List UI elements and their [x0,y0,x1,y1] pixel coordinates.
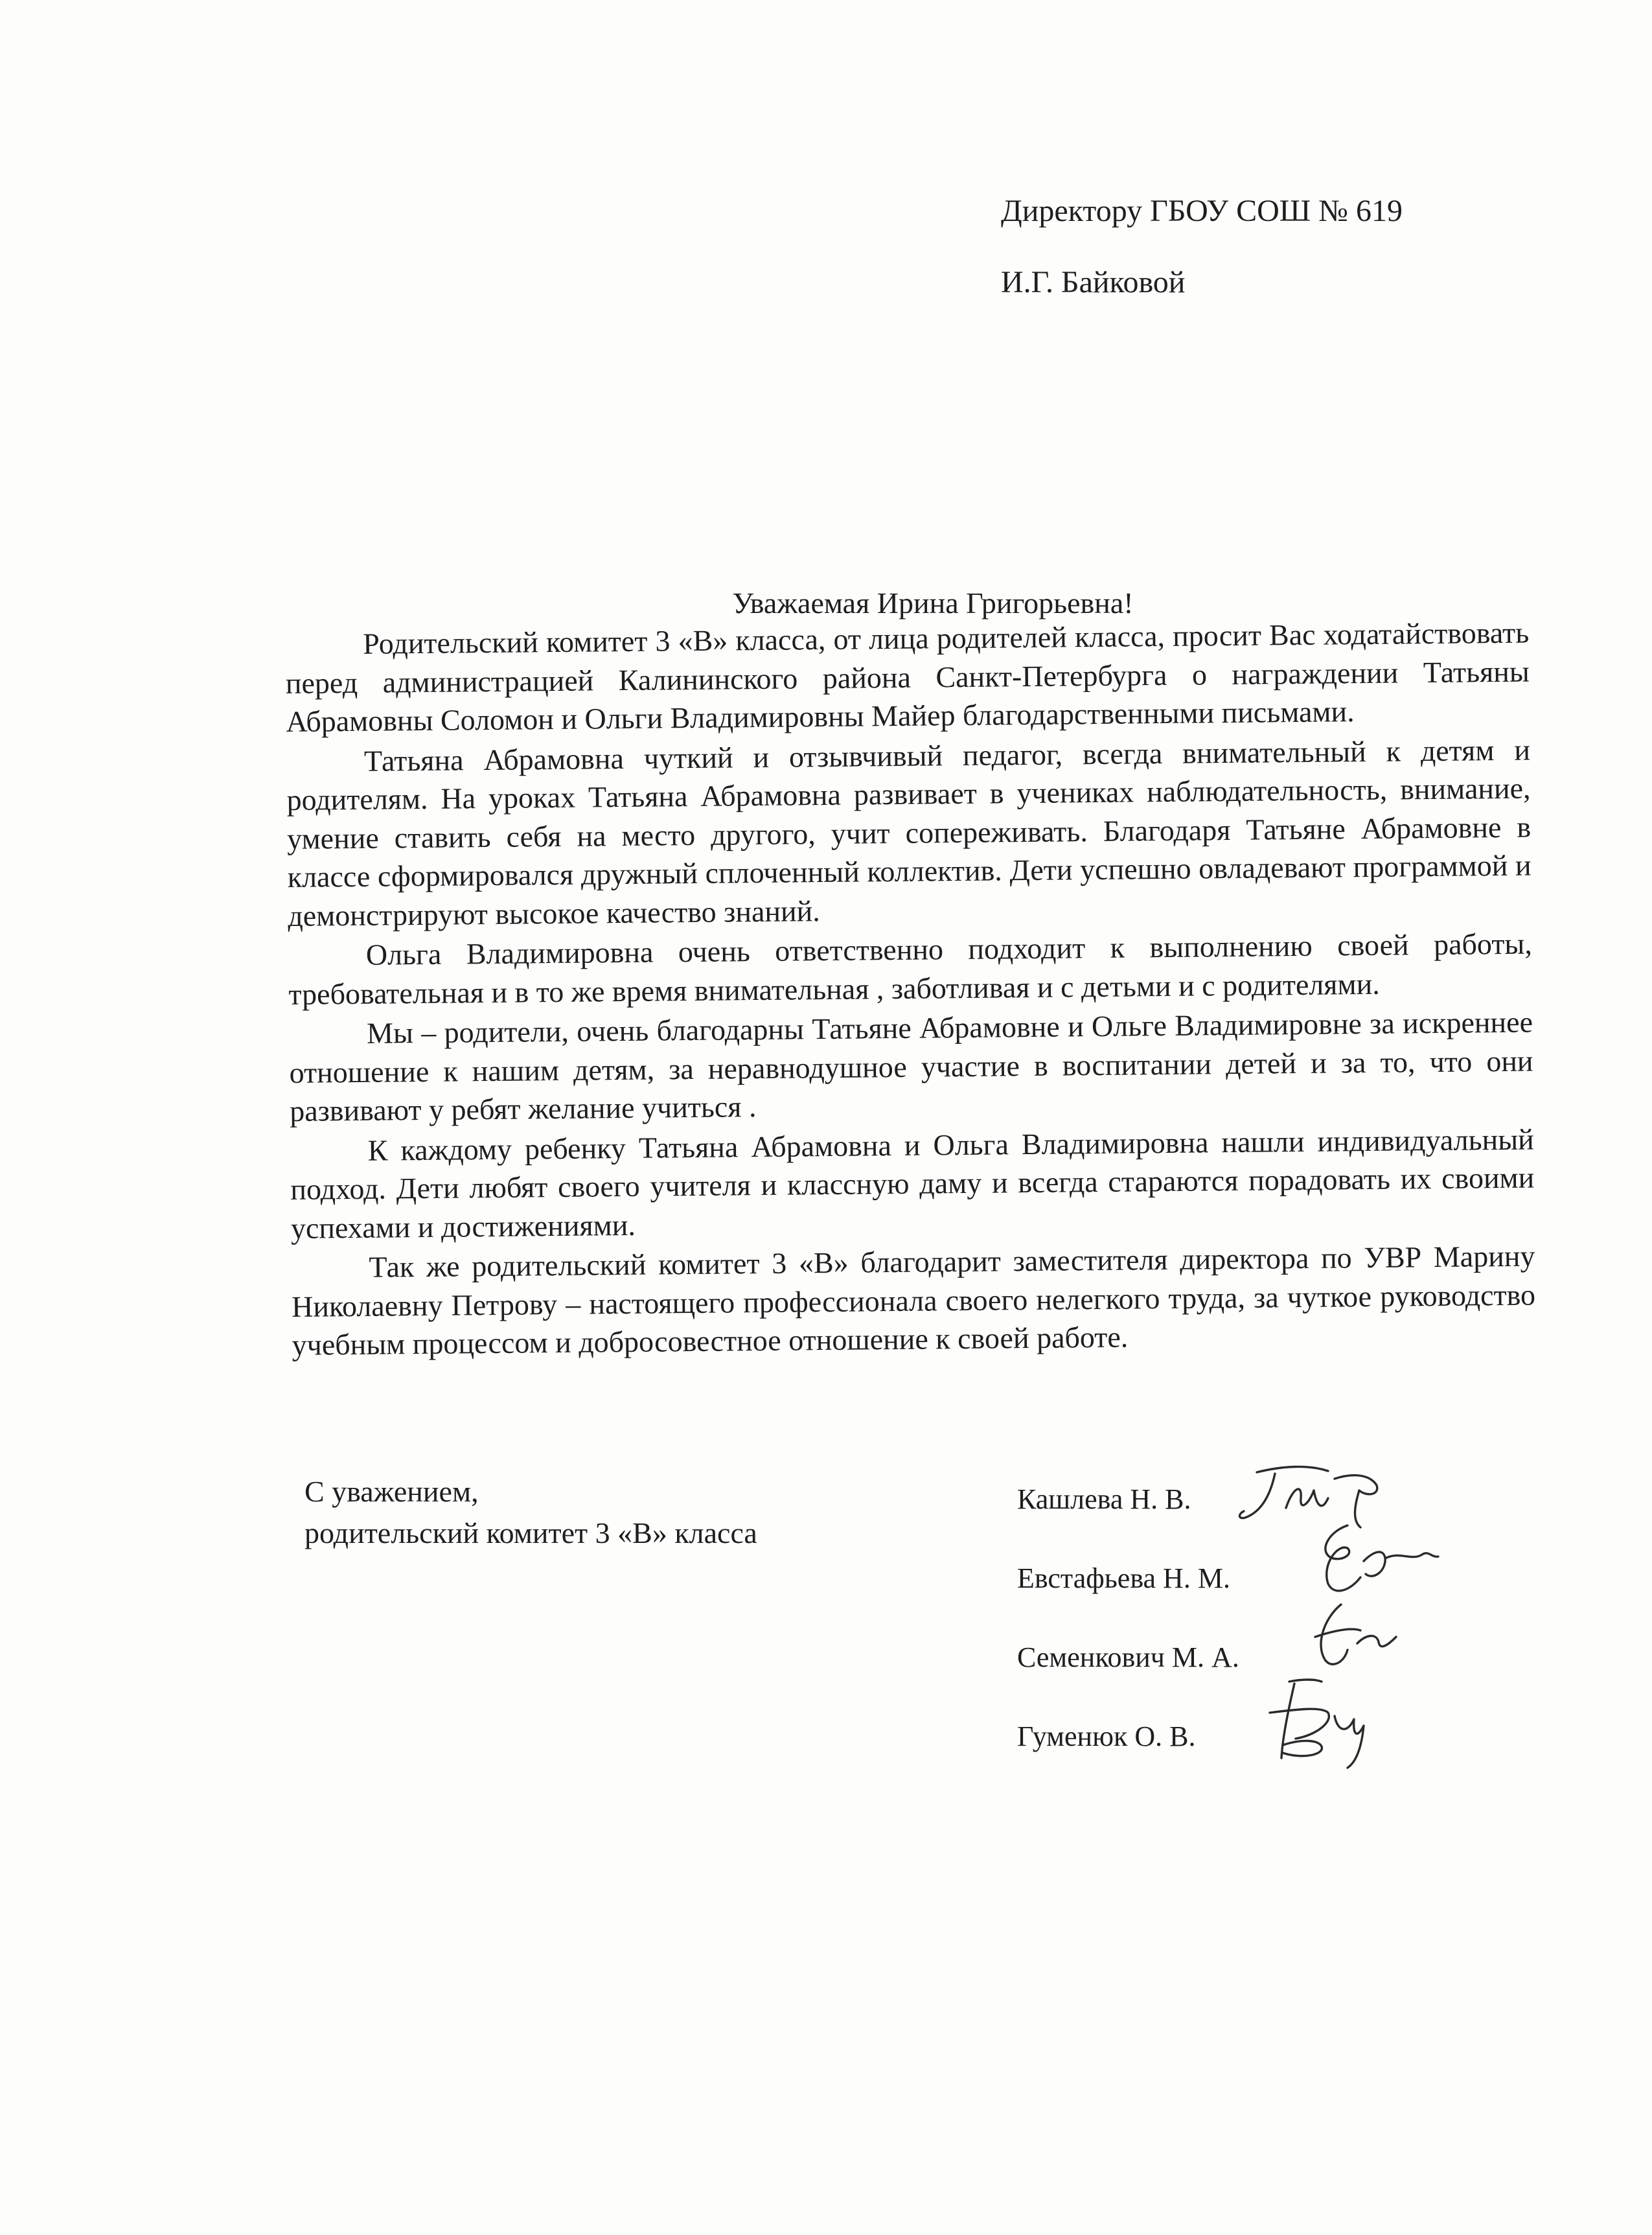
signatory-name: Евстафьева Н. М. [1017,1562,1230,1594]
salutation: Уважаемая Ирина Григорьевна! [732,586,1134,620]
signatory-name: Кашлева Н. В. [1017,1483,1191,1515]
signature-row [1017,1722,1471,1801]
paragraph-individual-approach: К каждому ребенку Татьяна Абрамовна и Ольга Владимировна нашли индивидуальный подход. Дети любят своего учителя и классную даму и всегда стараются порадовать их своими успехами и достижениями. [290,1122,1535,1245]
paragraph-request: Родительский комитет 3 «В» класса, от лица родителей класса, просит Вас ходатайствовать перед администрацией Калининского района Санкт-Петербурга о награждении Татьяны Абрамовны Соломон и Ольги Владимировны Майер благодарственными письмами. [285,616,1530,738]
letter-body [285,614,1536,1365]
closing-committee: родительский комитет 3 «В» класса [304,1516,757,1549]
salutation-wrapper [0,588,1652,618]
paragraph-class-teacher-praise: Ольга Владимировна очень ответственно подходит к выполнению своей работы, требовательная и в то же время внимательная , заботливая и с детьми и с родителями. [288,927,1533,1011]
signatory-name: Гуменюк О. В. [1017,1720,1196,1752]
handwritten-signature-icon [1244,1674,1386,1771]
handwritten-signature-icon [1289,1598,1406,1676]
signature-list [1017,1485,1471,1801]
recipient-title: Директору ГБОУ СОШ № 619 [1001,194,1403,228]
handwritten-signature-icon [1302,1512,1445,1603]
paragraph-deputy-thanks: Так же родительский комитет 3 «В» благодарит заместителя директора по УВР Марину Николаевну Петрову – настоящего профессионала своего нелегкого труда, за чуткое руководство учебным процессом и добросовестное отношение к своей работе. [291,1239,1536,1361]
closing-line: С уважением, [304,1475,479,1508]
signatory-name: Семенкович М. А. [1017,1641,1239,1673]
closing-block [304,1471,757,1554]
paragraph-gratitude: Мы – родители, очень благодарны Татьяне Абрамовне и Ольге Владимировне за искреннее отношение к нашим детям, за неравнодушное участие в воспитании детей и за то, что они развивают у ребят желание учиться . [289,1005,1533,1128]
recipient-name: И.Г. Байковой [1001,265,1186,299]
paragraph-teacher-praise: Татьяна Абрамовна чуткий и отзывчивый педагог, всегда внимательный к детям и родителям. На уроках Татьяна Абрамовна развивает в учениках наблюдательность, внимание, умение ставить себя на место другого, учит сопереживать. Благодаря Татьяне Абрамовне в классе сформировался дружный сплоченный коллектив. Дети успешно овладевают программой и демонстрируют высокое качество знаний. [286,733,1532,932]
